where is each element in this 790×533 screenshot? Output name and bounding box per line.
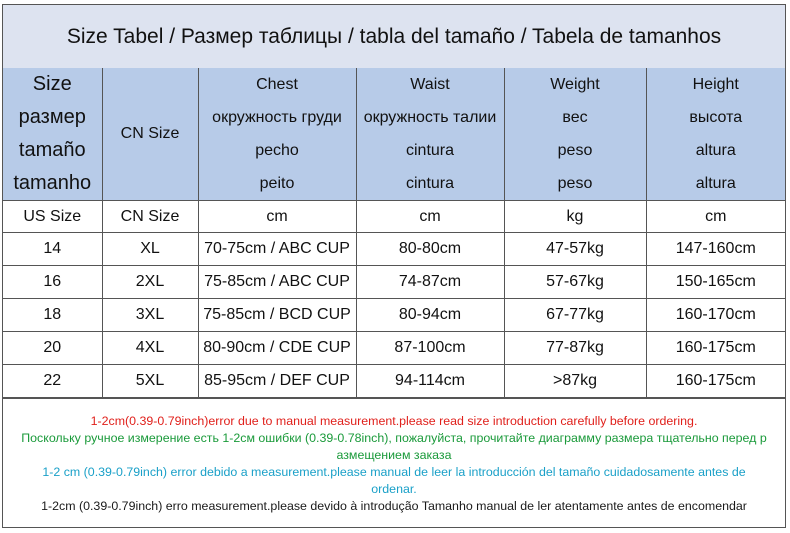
unit-cell: cm — [646, 201, 785, 233]
header-size-ru: размер — [18, 106, 86, 128]
note-portuguese: 1-2cm (0.39-0.79inch) erro measurement.please devido à introdução Tamanho manual de ler atentamente antes de encomendar — [41, 499, 747, 513]
table-cell: 80-94cm — [356, 299, 504, 332]
table-cell: 2XL — [102, 266, 198, 299]
header-waist-pt: cintura — [405, 175, 455, 192]
header-waist-ru: окружность талии — [363, 109, 497, 126]
table-cell: 20 — [3, 332, 102, 365]
header-height-es: altura — [695, 142, 736, 159]
table-row — [3, 299, 785, 332]
table-cell: 4XL — [102, 332, 198, 365]
table-cell: 3XL — [102, 299, 198, 332]
table-cell: 94-114cm — [356, 365, 504, 398]
table-cell: 80-80cm — [356, 233, 504, 266]
table-cell: 75-85cm / ABC CUP — [198, 266, 356, 299]
header-weight-es: peso — [557, 142, 593, 159]
table-cell: 18 — [3, 299, 102, 332]
table-cell: 74-87cm — [356, 266, 504, 299]
table-cell: >87kg — [504, 365, 646, 398]
header-height-ru: высота — [689, 109, 743, 126]
header-cn-size: CN Size — [102, 68, 198, 201]
table-cell: 47-57kg — [504, 233, 646, 266]
header-chest-en: Chest — [256, 76, 298, 93]
table-cell: 147-160cm — [646, 233, 785, 266]
chart-title: Size Tabel / Размер таблицы / tabla del tamaño / Tabela de tamanhos — [3, 5, 785, 69]
table-cell: 67-77kg — [504, 299, 646, 332]
table-cell: 14 — [3, 233, 102, 266]
unit-cell: CN Size — [102, 201, 198, 233]
table-cell: 160-175cm — [646, 365, 785, 398]
measurement-notes — [3, 398, 785, 527]
header-size-es: tamaño — [18, 139, 86, 161]
unit-cell: US Size — [3, 201, 102, 233]
table-cell: 87-100cm — [356, 332, 504, 365]
header-height-en: Height — [692, 76, 739, 93]
header-size-en: Size — [32, 73, 72, 95]
header-row — [3, 68, 785, 201]
header-size — [3, 68, 102, 201]
header-waist-es: cintura — [405, 142, 455, 159]
table-cell: 22 — [3, 365, 102, 398]
note-russian: Поскольку ручное измерение есть 1-2см ошибки (0.39-0.78inch), пожалуйста, прочитайте диаграмму размера тщательно перед р азмещением заказа — [21, 431, 767, 462]
table-cell: 160-175cm — [646, 332, 785, 365]
header-chest-pt: peito — [259, 175, 295, 192]
size-chart — [2, 4, 786, 528]
table-cell: 77-87kg — [504, 332, 646, 365]
table-row — [3, 233, 785, 266]
table-cell: 150-165cm — [646, 266, 785, 299]
note-english: 1-2cm(0.39-0.79inch)error due to manual measurement.please read size introduction carefully before ordering. — [90, 414, 698, 428]
table-cell: 160-170cm — [646, 299, 785, 332]
table-cell: 16 — [3, 266, 102, 299]
header-chest-ru: окружность груди — [212, 109, 342, 126]
note-spanish: 1-2 cm (0.39-0.79inch) error debido a measurement.please manual de leer la introducción del tamaño cuidadosamente antes de ordenar. — [42, 465, 746, 496]
header-waist-en: Waist — [410, 76, 450, 93]
table-cell: XL — [102, 233, 198, 266]
table-cell: 80-90cm / CDE CUP — [198, 332, 356, 365]
units-row — [3, 201, 785, 233]
table-cell: 5XL — [102, 365, 198, 398]
table-cell: 70-75cm / ABC CUP — [198, 233, 356, 266]
table-cell: 75-85cm / BCD CUP — [198, 299, 356, 332]
table-row — [3, 266, 785, 299]
table-cell: 57-67kg — [504, 266, 646, 299]
header-height-pt: altura — [695, 175, 736, 192]
table-row — [3, 332, 785, 365]
header-weight-pt: peso — [557, 175, 593, 192]
unit-cell: cm — [356, 201, 504, 233]
header-chest — [198, 68, 356, 201]
header-chest-es: pecho — [255, 142, 299, 159]
header-height — [646, 68, 785, 201]
size-table — [3, 68, 785, 398]
header-waist — [356, 68, 504, 201]
header-weight-ru: вес — [562, 109, 588, 126]
header-weight-en: Weight — [550, 76, 600, 93]
header-weight — [504, 68, 646, 201]
header-size-pt: tamanho — [13, 172, 92, 194]
table-row — [3, 365, 785, 398]
unit-cell: cm — [198, 201, 356, 233]
unit-cell: kg — [504, 201, 646, 233]
table-cell: 85-95cm / DEF CUP — [198, 365, 356, 398]
